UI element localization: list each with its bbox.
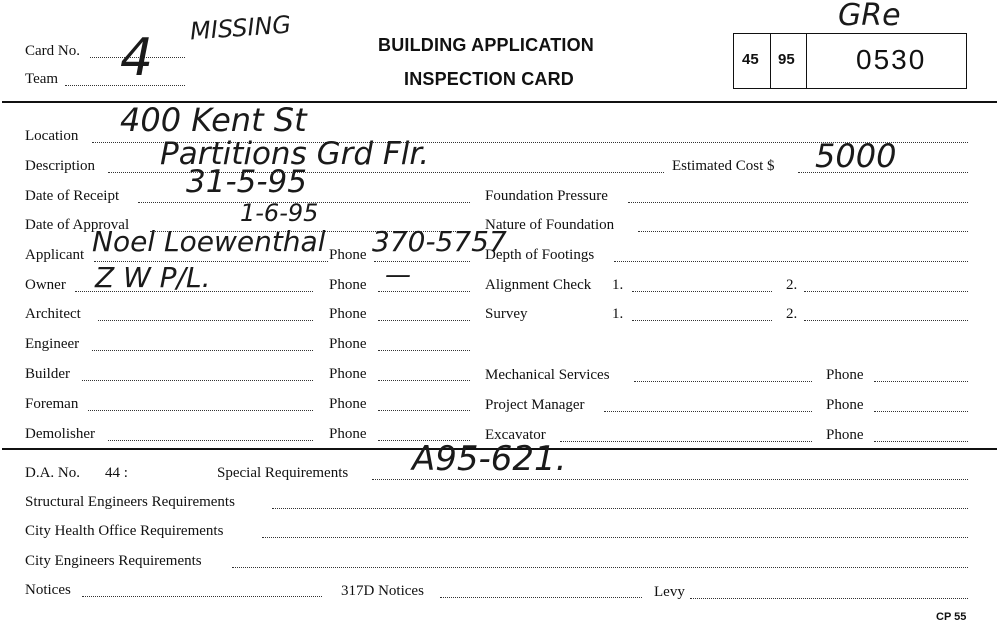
structural-engineers-label: Structural Engineers Requirements <box>25 494 235 510</box>
architect-phone-line <box>378 320 470 321</box>
alignment-check-line1 <box>632 291 772 292</box>
builder-phone-line <box>378 380 470 381</box>
engineer-phone-label: Phone <box>329 336 367 352</box>
project-manager-phone-line <box>874 411 968 412</box>
notices-317d-line <box>440 597 642 598</box>
demolisher-phone-label: Phone <box>329 426 367 442</box>
alignment-check-label: Alignment Check <box>485 277 592 293</box>
description-value: Partitions Grd Flr. <box>160 136 430 172</box>
foreman-phone-label: Phone <box>329 396 367 412</box>
handwritten-code: GRe <box>838 0 901 33</box>
demolisher-label: Demolisher <box>25 426 95 442</box>
box-number: 0530 <box>856 44 927 75</box>
builder-line <box>82 380 313 381</box>
form-title-line1: BUILDING APPLICATION <box>378 35 594 55</box>
owner-phone-line <box>378 291 470 292</box>
form-code: CP 55 <box>936 611 967 623</box>
special-requirements-label: Special Requirements <box>217 465 349 481</box>
form-title-line2: INSPECTION CARD <box>404 69 575 89</box>
handwritten-card-no: 4 <box>120 28 154 88</box>
date-of-approval-value: 1-6-95 <box>240 199 319 227</box>
special-requirements-value: A95-621. <box>412 439 567 479</box>
mechanical-services-line <box>634 381 812 382</box>
project-manager-line <box>604 411 812 412</box>
survey-line2 <box>804 320 968 321</box>
alignment-check-num1: 1. <box>612 277 624 293</box>
survey-num1: 1. <box>612 306 624 322</box>
notices-line <box>82 596 322 597</box>
mechanical-services-phone-line <box>874 381 968 382</box>
architect-line <box>98 320 313 321</box>
engineer-line <box>92 350 313 351</box>
da-no-label: D.A. No. <box>25 465 80 481</box>
project-manager-label: Project Manager <box>485 397 585 413</box>
date-of-receipt-value: 31-5-95 <box>186 164 307 200</box>
survey-line1 <box>632 320 772 321</box>
description-label: Description <box>25 158 95 174</box>
foreman-line <box>88 410 313 411</box>
city-health-line <box>262 537 968 538</box>
applicant-label: Applicant <box>25 247 85 263</box>
applicant-value: Noel Loewenthal <box>92 225 326 258</box>
architect-label: Architect <box>25 306 81 322</box>
excavator-label: Excavator <box>485 427 546 443</box>
alignment-check-line2 <box>804 291 968 292</box>
owner-phone-value: — <box>385 260 411 290</box>
excavator-phone-line <box>874 441 968 442</box>
builder-label: Builder <box>25 366 70 382</box>
city-engineers-line <box>232 567 968 568</box>
survey-num2: 2. <box>786 306 798 322</box>
nature-of-foundation-line <box>638 231 968 232</box>
excavator-phone-label: Phone <box>826 427 864 443</box>
depth-of-footings-label: Depth of Footings <box>485 247 595 263</box>
structural-engineers-line <box>272 508 968 509</box>
engineer-label: Engineer <box>25 336 80 352</box>
box-cell-95: 95 <box>778 51 795 68</box>
foundation-pressure-label: Foundation Pressure <box>485 188 608 204</box>
architect-phone-label: Phone <box>329 306 367 322</box>
reference-number-box <box>733 33 967 89</box>
owner-value: Z W P/L. <box>95 261 211 294</box>
mechanical-services-phone-label: Phone <box>826 367 864 383</box>
nature-of-foundation-label: Nature of Foundation <box>485 217 615 233</box>
owner-phone-label: Phone <box>329 277 367 293</box>
da-no-value: 44 : <box>105 465 128 481</box>
alignment-check-num2: 2. <box>786 277 798 293</box>
estimated-cost-label: Estimated Cost $ <box>672 158 775 174</box>
date-of-receipt-label: Date of Receipt <box>25 188 120 204</box>
builder-phone-label: Phone <box>329 366 367 382</box>
box-cell-45: 45 <box>742 51 759 68</box>
owner-label: Owner <box>25 277 66 293</box>
mechanical-services-label: Mechanical Services <box>485 367 610 383</box>
city-engineers-label: City Engineers Requirements <box>25 553 202 569</box>
team-label: Team <box>25 71 59 87</box>
survey-label: Survey <box>485 306 528 322</box>
foreman-phone-line <box>378 410 470 411</box>
notices-label: Notices <box>25 582 71 598</box>
city-health-label: City Health Office Requirements <box>25 523 224 539</box>
card-no-label: Card No. <box>25 43 80 59</box>
engineer-phone-line <box>378 350 470 351</box>
levy-label: Levy <box>654 584 685 600</box>
foreman-label: Foreman <box>25 396 79 412</box>
excavator-line <box>560 441 812 442</box>
applicant-phone-label: Phone <box>329 247 367 263</box>
notices-317d-label: 317D Notices <box>341 583 424 599</box>
demolisher-line <box>108 440 313 441</box>
estimated-cost-value: 5000 <box>815 137 897 175</box>
applicant-phone-value: 370-5757 <box>372 225 507 258</box>
levy-line <box>690 598 968 599</box>
depth-of-footings-line <box>614 261 968 262</box>
special-requirements-line <box>372 479 968 480</box>
handwritten-missing: MISSING <box>189 10 292 46</box>
location-value: 400 Kent St <box>120 101 307 139</box>
foundation-pressure-line <box>628 202 968 203</box>
location-label: Location <box>25 128 79 144</box>
date-of-approval-label: Date of Approval <box>25 217 130 233</box>
project-manager-phone-label: Phone <box>826 397 864 413</box>
